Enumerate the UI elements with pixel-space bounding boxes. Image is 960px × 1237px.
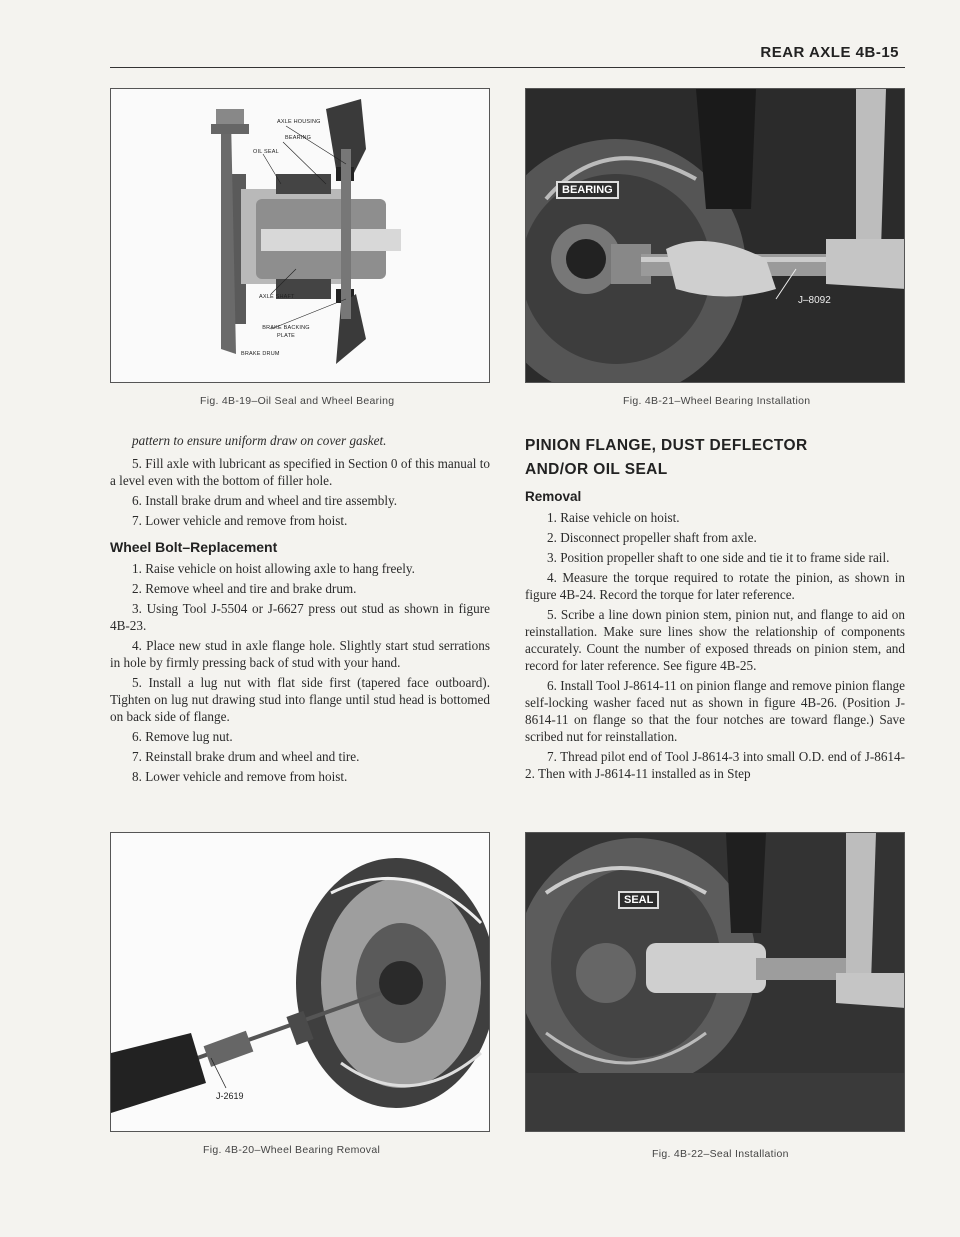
- label-brake-drum: BRAKE DRUM: [241, 351, 280, 357]
- removal-step-1: 1. Raise vehicle on hoist.: [547, 510, 680, 525]
- step-b-6: 6. Remove lug nut.: [132, 729, 233, 744]
- step-b-5: 5. Install a lug nut with flat side first (tapered face outboard). Tighten on lug nut drawing stud into flange until stud head is bottomed on back side of flange.: [110, 675, 490, 724]
- figure-4b-21: [525, 88, 905, 383]
- step-a-5: 5. Fill axle with lubricant as specified in Section 0 of this manual to a level even with the bottom of filler hole.: [110, 456, 490, 488]
- label-axle-housing: AXLE HOUSING: [277, 119, 321, 125]
- figure-4b-20: [110, 832, 490, 1132]
- figure-4b-20-caption: Fig. 4B-20–Wheel Bearing Removal: [203, 1144, 381, 1156]
- step-b-1: 1. Raise vehicle on hoist allowing axle to hang freely.: [132, 561, 415, 576]
- wheel-bearing-installation-photo: [526, 89, 905, 383]
- figure-4b-21-caption: Fig. 4B-21–Wheel Bearing Installation: [623, 395, 811, 407]
- seal-installation-photo: [526, 833, 905, 1132]
- left-column: [110, 432, 490, 788]
- step-b-7: 7. Reinstall brake drum and wheel and tire.: [132, 749, 360, 764]
- right-column: [525, 428, 905, 785]
- label-axle-shaft: AXLE SHAFT: [259, 294, 295, 300]
- label-oil-seal: OIL SEAL: [253, 149, 279, 155]
- removal-step-2: 2. Disconnect propeller shaft from axle.: [547, 530, 757, 545]
- figure-4b-22: [525, 832, 905, 1132]
- page-header: [110, 38, 905, 68]
- figure-4b-22-caption: Fig. 4B-22–Seal Installation: [652, 1148, 789, 1160]
- step-a-6: 6. Install brake drum and wheel and tire assembly.: [132, 493, 398, 508]
- step-b-2: 2. Remove wheel and tire and brake drum.: [132, 581, 357, 596]
- removal-step-7: 7. Thread pilot end of Tool J-8614-3 into small O.D. end of J-8614-2. Then with J-8614-11 installed as in Step: [525, 749, 905, 781]
- figure-4b-19-caption: Fig. 4B-19–Oil Seal and Wheel Bearing: [200, 395, 395, 407]
- seal-tag: SEAL: [618, 891, 659, 909]
- heading-line-2: AND/OR OIL SEAL: [525, 461, 668, 478]
- tool-j-2619-label: J-2619: [216, 1091, 244, 1101]
- removal-heading: Removal: [525, 489, 582, 504]
- label-brake-backing-plate: BRAKE BACKING PLATE: [262, 325, 310, 339]
- pinion-flange-heading: [525, 434, 905, 482]
- label-bearing: BEARING: [285, 135, 312, 141]
- intro-text: pattern to ensure uniform draw on cover gasket.: [132, 433, 387, 448]
- removal-step-6: 6. Install Tool J-8614-11 on pinion flange and remove pinion flange self-locking washer faced nut as shown in figure 4B-26. (Position J-8614-11 on flange so that the four notches are toward flange.) Save scribed nut for reinstallation.: [525, 678, 905, 744]
- step-a-7: 7. Lower vehicle and remove from hoist.: [132, 513, 348, 528]
- step-b-3: 3. Using Tool J-5504 or J-6627 press out stud as shown in figure 4B-23.: [110, 601, 490, 633]
- page-title: REAR AXLE 4B-15: [760, 44, 899, 61]
- bearing-tag: BEARING: [556, 181, 619, 199]
- step-b-8: 8. Lower vehicle and remove from hoist.: [132, 769, 348, 784]
- figure-4b-19: [110, 88, 490, 383]
- removal-step-4: 4. Measure the torque required to rotate the pinion, as shown in figure 4B-24. Record the torque for later reference.: [525, 570, 905, 602]
- removal-step-5: 5. Scribe a line down pinion stem, pinion nut, and flange to aid on reinstallation. Make sure lines show the relationship of components accurately. Count the number of exposed threads on pinion stem, and record for later reference. See figure 4B-25.: [525, 607, 905, 673]
- step-b-4: 4. Place new stud in axle flange hole. Slightly start stud serrations in hole by firmly pressing back of stud with your hand.: [110, 638, 490, 670]
- wheel-bolt-heading: Wheel Bolt–Replacement: [110, 539, 278, 555]
- wheel-bearing-removal-photo: [111, 833, 490, 1132]
- heading-line-1: PINION FLANGE, DUST DEFLECTOR: [525, 437, 808, 454]
- tool-j-8092-label: J–8092: [798, 295, 831, 306]
- removal-step-3: 3. Position propeller shaft to one side and tie it to frame side rail.: [547, 550, 890, 565]
